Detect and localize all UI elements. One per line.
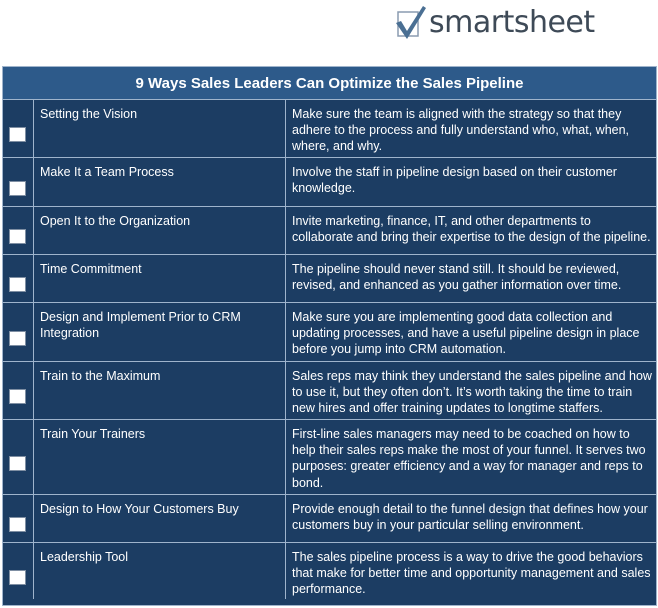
row-checkbox[interactable] — [9, 517, 26, 532]
table-row — [3, 419, 656, 494]
item-name: Design to How Your Customers Buy — [34, 495, 286, 542]
checkmark-logo-icon — [393, 4, 427, 42]
row-checkbox[interactable] — [9, 277, 26, 292]
smartsheet-logo — [393, 3, 595, 43]
table-row — [3, 302, 656, 361]
item-description: Make sure you are implementing good data collection and updating processes, and have a useful pipeline design in place before you jump into CRM automation. — [292, 310, 640, 357]
item-description: First-line sales managers may need to be coached on how to help their sales reps make the most of your funnel. It serves two purposes: greater efficiency and a way for manager and reps to bond. — [292, 427, 646, 490]
item-name: Setting the Vision — [34, 100, 286, 157]
row-checkbox[interactable] — [9, 331, 26, 346]
pipeline-checklist-table — [2, 66, 657, 606]
item-description: Invite marketing, finance, IT, and other departments to collaborate and bring their expertise to the design of the pipeline. — [292, 214, 651, 245]
row-checkbox[interactable] — [9, 229, 26, 244]
table-row — [3, 157, 656, 206]
item-name: Open It to the Organization — [34, 207, 286, 254]
table-row — [3, 361, 656, 419]
table-row — [3, 206, 656, 254]
checkbox-cell — [3, 158, 34, 206]
checkbox-cell — [3, 495, 34, 542]
row-checkbox[interactable] — [9, 389, 26, 404]
item-description: Involve the staff in pipeline design based on their customer knowledge. — [292, 165, 617, 196]
table-row — [3, 100, 656, 157]
item-name: Make It a Team Process — [34, 158, 286, 206]
logo-wordmark: smartsheet — [429, 5, 595, 40]
item-name: Time Commitment — [34, 255, 286, 302]
item-name: Leadership Tool — [34, 543, 286, 599]
row-checkbox[interactable] — [9, 456, 26, 471]
item-description: Make sure the team is aligned with the strategy so that they adhere to the process and fully understand who, what, when, where, and why. — [292, 107, 630, 154]
checkbox-cell — [3, 100, 34, 157]
checkbox-cell — [3, 207, 34, 254]
row-checkbox[interactable] — [9, 127, 26, 142]
item-name: Train Your Trainers — [34, 420, 286, 494]
checkbox-cell — [3, 255, 34, 302]
item-description: Provide enough detail to the funnel design that defines how your customers buy in your particular selling environment. — [292, 502, 648, 533]
item-name: Train to the Maximum — [34, 362, 286, 419]
checkbox-cell — [3, 420, 34, 494]
table-row — [3, 254, 656, 302]
row-checkbox[interactable] — [9, 181, 26, 196]
checkbox-cell — [3, 303, 34, 361]
checkbox-cell — [3, 543, 34, 599]
item-description: Sales reps may think they understand the sales pipeline and how to use it, but they often don’t. It’s worth taking the time to train new hires and offer training updates to longtime staffers. — [292, 369, 652, 416]
item-description: The sales pipeline process is a way to drive the good behaviors that make for better time and opportunity management and sales performance. — [292, 550, 651, 597]
checkbox-cell — [3, 362, 34, 419]
item-description: The pipeline should never stand still. It should be reviewed, revised, and enhanced as you gather information over time. — [292, 262, 622, 293]
table-row — [3, 494, 656, 542]
table-title: 9 Ways Sales Leaders Can Optimize the Sales Pipeline — [3, 67, 656, 100]
table-row — [3, 542, 656, 599]
row-checkbox[interactable] — [9, 570, 26, 585]
item-name: Design and Implement Prior to CRM Integration — [34, 303, 286, 361]
